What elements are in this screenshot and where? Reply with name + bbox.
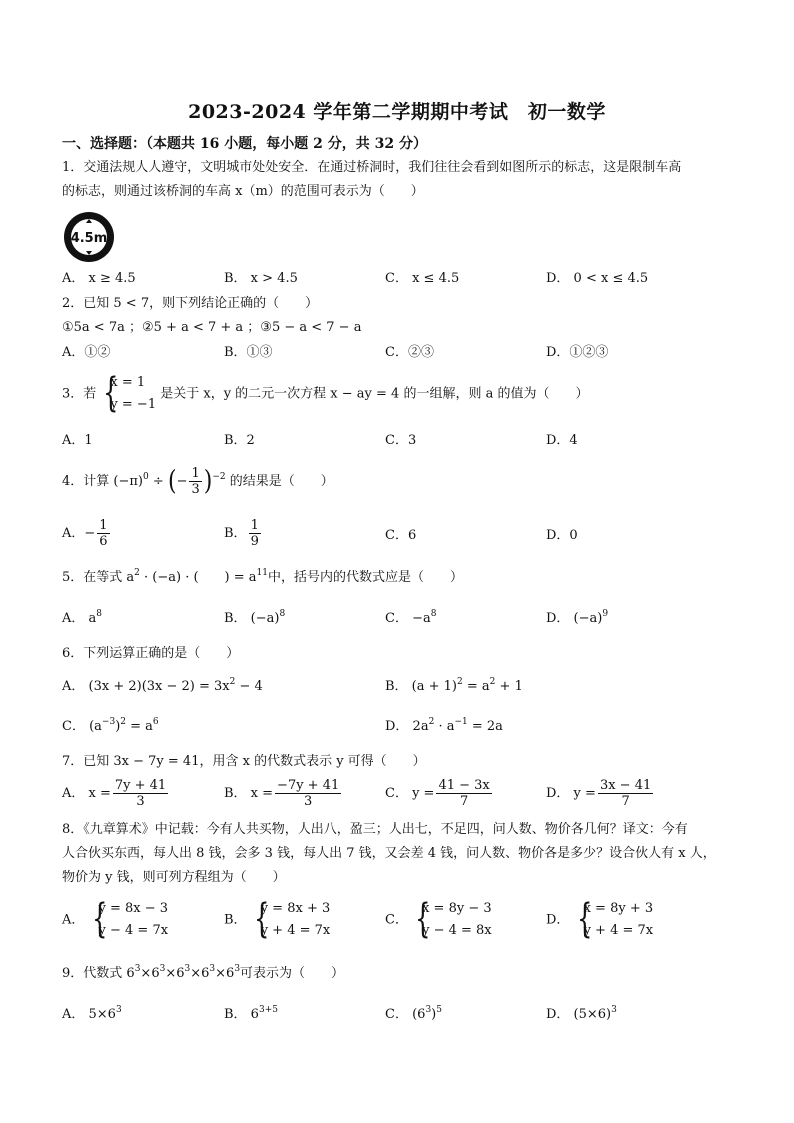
q7-option-c[interactable]: C． y = $\frac{41 - 3x}{7}$ — [385, 778, 490, 809]
q3-option-b[interactable]: B．2 — [224, 433, 255, 448]
page-title: 2023-2024 学年第二学期期中考试 初一数学 — [188, 101, 606, 123]
q3-option-c[interactable]: C．3 — [385, 433, 417, 448]
q1-option-a[interactable]: A． x ≥ 4.5 — [62, 271, 136, 286]
q2-line1: 2．已知 5 < 7，则下列结论正确的（ ） — [62, 296, 319, 311]
q7-option-b[interactable]: B． x = $\frac{-7y + 41}{3}$ — [224, 778, 340, 809]
q5-stem: 5．在等式 $a^2 \cdot (-a)$ · ( ) = $a^{11}$中，括号内的代数式应是（ ） — [62, 568, 463, 585]
q2-line2: ①5a < 7a ；②5 + a < 7 + a ；③5 − a < 7 − a — [62, 320, 362, 335]
q6-option-c[interactable]: C． $(a^{-3})^2 = a^6$ — [62, 717, 159, 734]
q4-option-c[interactable]: C．6 — [385, 528, 417, 543]
q9-option-c[interactable]: C． $(6^3)^5$ — [385, 1005, 442, 1022]
q3-stem: 3．若 { x = 1 y = −1 是关于 x，y 的二元一次方程 x − ay = 4 的一组解，则 a 的值为（ ） — [62, 372, 588, 416]
q7-option-a[interactable]: A． x = $\frac{7y + 41}{3}$ — [62, 778, 167, 809]
svg-text:4.5m: 4.5m — [70, 231, 108, 246]
q4-option-b[interactable]: B． $\frac{1}{9}$ — [224, 518, 259, 549]
q9-stem: 9．代数式 $6^3\times 6^3\times 6^3\times 6^3\times 6^3$可表示为（ ） — [62, 964, 345, 981]
q4-option-d[interactable]: D．0 — [546, 528, 578, 543]
q9-option-b[interactable]: B． $6^{3+5}$ — [224, 1005, 278, 1022]
q7-stem: 7．已知 3x − 7y = 41，用含 x 的代数式表示 y 可得（ ） — [62, 754, 426, 769]
q9-option-a[interactable]: A． $5\times 6^3$ — [62, 1005, 122, 1022]
q1-line2: 的标志，则通过该桥洞的车高 x（m）的范围可表示为（ ） — [62, 184, 424, 199]
q6-stem: 6．下列运算正确的是（ ） — [62, 646, 240, 661]
q6-option-d[interactable]: D． $2a^2 \cdot a^{-1} = 2a$ — [385, 717, 503, 734]
q6-option-b[interactable]: B． $(a + 1)^2 = a^2 + 1$ — [385, 677, 523, 694]
q1-option-c[interactable]: C． x ≤ 4.5 — [385, 271, 460, 286]
q8-option-d[interactable]: D． { x = 8y + 3 y + 4 = 7x — [546, 898, 653, 942]
q2-option-b[interactable]: B．①③ — [224, 345, 273, 360]
q1-line1: 1．交通法规人人遵守，文明城市处处安全．在通过桥洞时，我们往往会看到如图所示的标志，这是限制车高 — [62, 160, 682, 175]
q8-line3: 物价为 y 钱，则可列方程组为（ ） — [62, 870, 286, 885]
q3-option-d[interactable]: D．4 — [546, 433, 578, 448]
q2-option-a[interactable]: A．①② — [62, 345, 111, 360]
q1-option-d[interactable]: D． 0 < x ≤ 4.5 — [546, 271, 649, 286]
q3-option-a[interactable]: A．1 — [62, 433, 93, 448]
q9-option-d[interactable]: D． $(5\times 6)^3$ — [546, 1005, 617, 1022]
q1-option-b[interactable]: B． x > 4.5 — [224, 271, 298, 286]
q5-option-a[interactable]: A． $a^8$ — [62, 609, 103, 626]
q4-option-a[interactable]: A．− $\frac{1}{6}$ — [62, 518, 108, 549]
q4-stem: 4．计算 $(-\pi)^0$ ÷ (− $\frac{1}{3}$ )$^{-2}$ 的结果是（ ） — [62, 465, 334, 497]
q5-option-b[interactable]: B． $(-a)^8$ — [224, 609, 286, 626]
section-heading: 一、选择题：（本题共 16 小题，每小题 2 分，共 32 分） — [62, 136, 427, 152]
q3-equation-system: { x = 1 y = −1 — [100, 372, 156, 416]
q8-line2: 人合伙买东西，每人出 8 钱，会多 3 钱，每人出 7 钱，又会差 4 钱，问人数、物价各是多少？设合伙人有 x 人， — [62, 846, 716, 861]
q8-line1: 8．《九章算术》中记载：今有人共买物，人出八，盈三；人出七，不足四，问人数、物价各几何？译文：今有 — [62, 822, 688, 837]
q6-option-a[interactable]: A． $(3x + 2)(3x - 2) = 3x^2 - 4$ — [62, 677, 263, 694]
height-limit-sign-icon — [62, 210, 116, 264]
q2-option-c[interactable]: C．②③ — [385, 345, 434, 360]
q7-option-d[interactable]: D． y = $\frac{3x - 41}{7}$ — [546, 778, 652, 809]
q5-option-c[interactable]: C． $-a^8$ — [385, 609, 437, 626]
q8-option-a[interactable]: A． { y = 8x − 3 y − 4 = 7x — [62, 898, 168, 942]
q5-option-d[interactable]: D． $(-a)^9$ — [546, 609, 609, 626]
q2-option-d[interactable]: D．①②③ — [546, 345, 609, 360]
q8-option-c[interactable]: C． { x = 8y − 3 y − 4 = 8x — [385, 898, 492, 942]
q8-option-b[interactable]: B． { y = 8x + 3 y + 4 = 7x — [224, 898, 330, 942]
